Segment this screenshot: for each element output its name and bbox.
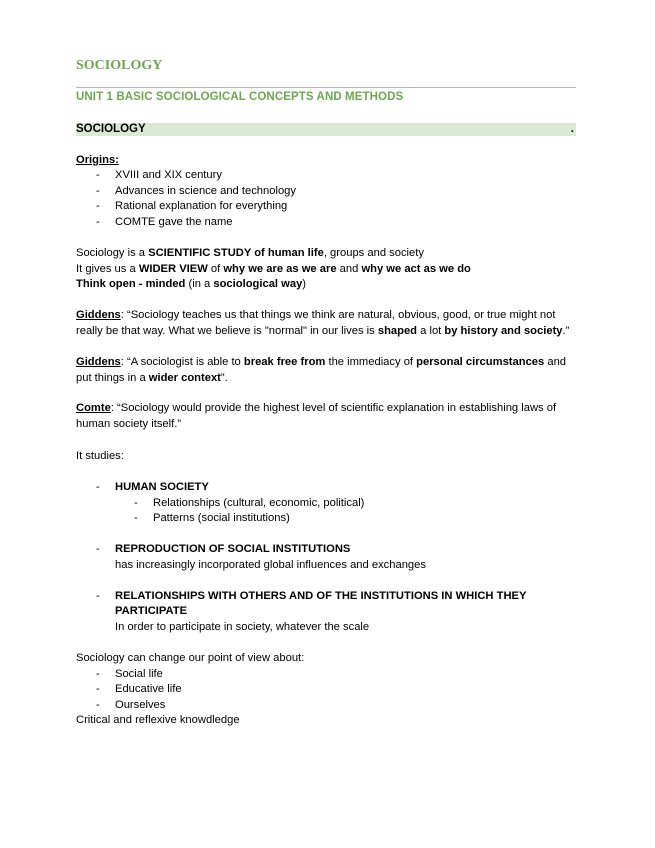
list-item-text: Relationships (cultural, economic, political) bbox=[153, 497, 365, 509]
list-item-text: Rational explanation for everything bbox=[115, 200, 288, 212]
origins-heading: Origins: bbox=[76, 154, 119, 166]
list-item-text: Ourselves bbox=[115, 699, 166, 711]
closing-line: Critical and reflexive knowdledge bbox=[76, 714, 240, 726]
document-title: SOCIOLOGY bbox=[76, 58, 163, 73]
list-item-text: Educative life bbox=[115, 683, 182, 695]
study-title: HUMAN SOCIETY bbox=[115, 481, 209, 493]
study-text: has increasingly incorporated global influences and exchanges bbox=[115, 559, 426, 571]
list-item: - bbox=[96, 683, 100, 695]
quote-giddens-1: Giddens: “Sociology teaches us that things we think are natural, obvious, good, or true might not really be that way. What we believe is "normal" in our lives is shaped a lot by history and society.” bbox=[76, 309, 570, 337]
study-title: REPRODUCTION OF SOCIAL INSTITUTIONS bbox=[115, 543, 351, 555]
list-item: - bbox=[96, 185, 100, 197]
list-item: - bbox=[96, 699, 100, 711]
unit-heading: UNIT 1 BASIC SOCIOLOGICAL CONCEPTS AND METHODS bbox=[76, 91, 404, 103]
list-item: - bbox=[96, 590, 100, 602]
quote-giddens-2: Giddens: “A sociologist is able to break free from the immediacy of personal circumstances and put things in a wider context”. bbox=[76, 356, 567, 384]
list-item-text: Advances in science and technology bbox=[115, 185, 296, 197]
list-item: - bbox=[134, 497, 138, 509]
list-item-text: COMTE gave the name bbox=[115, 216, 233, 228]
list-item: - bbox=[96, 543, 100, 555]
section-heading-end: . bbox=[570, 123, 574, 135]
study-title-cont: PARTICIPATE bbox=[115, 605, 188, 617]
list-item-text: Patterns (social institutions) bbox=[153, 512, 290, 524]
title-divider bbox=[76, 87, 576, 88]
list-item: - bbox=[96, 668, 100, 680]
quote-comte: Comte: “Sociology would provide the highest level of scientific explanation in establishing laws of human society itself.” bbox=[76, 402, 557, 430]
list-item: - bbox=[96, 169, 100, 181]
list-item-text: XVIII and XIX century bbox=[115, 169, 222, 181]
change-intro: Sociology can change our point of view about: bbox=[76, 652, 305, 664]
list-item: - bbox=[96, 200, 100, 212]
study-title: RELATIONSHIPS WITH OTHERS AND OF THE INSTITUTIONS IN WHICH THEY bbox=[115, 590, 527, 602]
list-item: - bbox=[96, 216, 100, 228]
section-heading: SOCIOLOGY bbox=[76, 123, 146, 135]
definition-line: Sociology is a SCIENTIFIC STUDY of human life, groups and society bbox=[76, 247, 424, 259]
list-item-text: Social life bbox=[115, 668, 163, 680]
study-text: In order to participate in society, whatever the scale bbox=[115, 621, 370, 633]
list-item: - bbox=[96, 481, 100, 493]
section-heading-band bbox=[76, 123, 576, 136]
list-item: - bbox=[134, 512, 138, 524]
definition-line: Think open - minded (in a sociological way) bbox=[76, 278, 307, 290]
studies-intro: It studies: bbox=[76, 450, 124, 462]
definition-line: It gives us a WIDER VIEW of why we are as we are and why we act as we do bbox=[76, 263, 471, 275]
